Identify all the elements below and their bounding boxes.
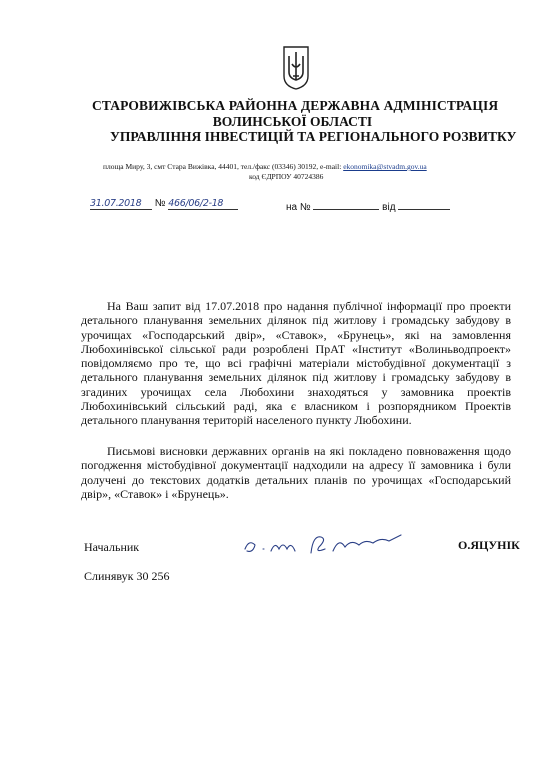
coat-of-arms-icon (283, 46, 309, 90)
handwritten-signature (241, 527, 421, 561)
outgoing-number: 466/06/2-18 (168, 198, 224, 209)
edrpou-code: код ЄДРПОУ 40724386 (249, 172, 324, 181)
signatory-position: Начальник (84, 540, 140, 554)
outgoing-number-label: № (154, 198, 166, 209)
incoming-number-label: на № (286, 202, 311, 213)
signatory-name: О.ЯЦУНІК (458, 538, 520, 552)
email-link[interactable]: ekonomika@stvadm.gov.ua (343, 162, 427, 171)
outgoing-date: 31.07.2018 (90, 198, 142, 209)
incoming-registration (286, 198, 450, 213)
header-line-3: УПРАВЛІННЯ ІНВЕСТИЦІЙ ТА РЕГІОНАЛЬНОГО РОЗВИТКУ (110, 129, 517, 144)
header-line-1: СТАРОВИЖІВСЬКА РАЙОННА ДЕРЖАВНА АДМІНІСТРАЦІЯ (92, 98, 499, 113)
header-line-2: ВОЛИНСЬКОЇ ОБЛАСТІ (212, 114, 373, 129)
outgoing-registration (90, 198, 238, 210)
executor-contact: Слинявук 30 256 (84, 569, 170, 583)
body-paragraph-2: Письмові висновки державних органів на які покладено повноваження щодо погодження містобудівної документації надходили на адресу її замовника і були долучені до текстових додатків детальних планів по урочищах «Господарський двір», «Ставок» і «Брунець». (81, 444, 511, 501)
address-text: площа Миру, 3, смт Стара Вижівка, 44401, тел./факс (03346) 30192, e-mail: (103, 162, 344, 171)
incoming-date-label: від (382, 202, 396, 213)
contact-line (103, 161, 523, 172)
body-paragraph-1: На Ваш запит від 17.07.2018 про надання публічної інформації про проекти детального планування земельних ділянок під житлову і громадську забудову в урочищах «Господарський двір», «Ставок», «Брунець», які на замовлення Любохинівської сільської ради розроблені ПрАТ «Інститут «Волиньводпроект» повідомляємо про те, що всі графічні матеріали містобудівної документації з детального планування земельних ділянок під житлову і громадську забудову в згадиних урочищах села Любохини знаходяться у замовника проектів Любохинівський сільський раді, яка є власником і розпорядником Проектів детального планування територій населеного пункту Любохини. (81, 299, 511, 428)
